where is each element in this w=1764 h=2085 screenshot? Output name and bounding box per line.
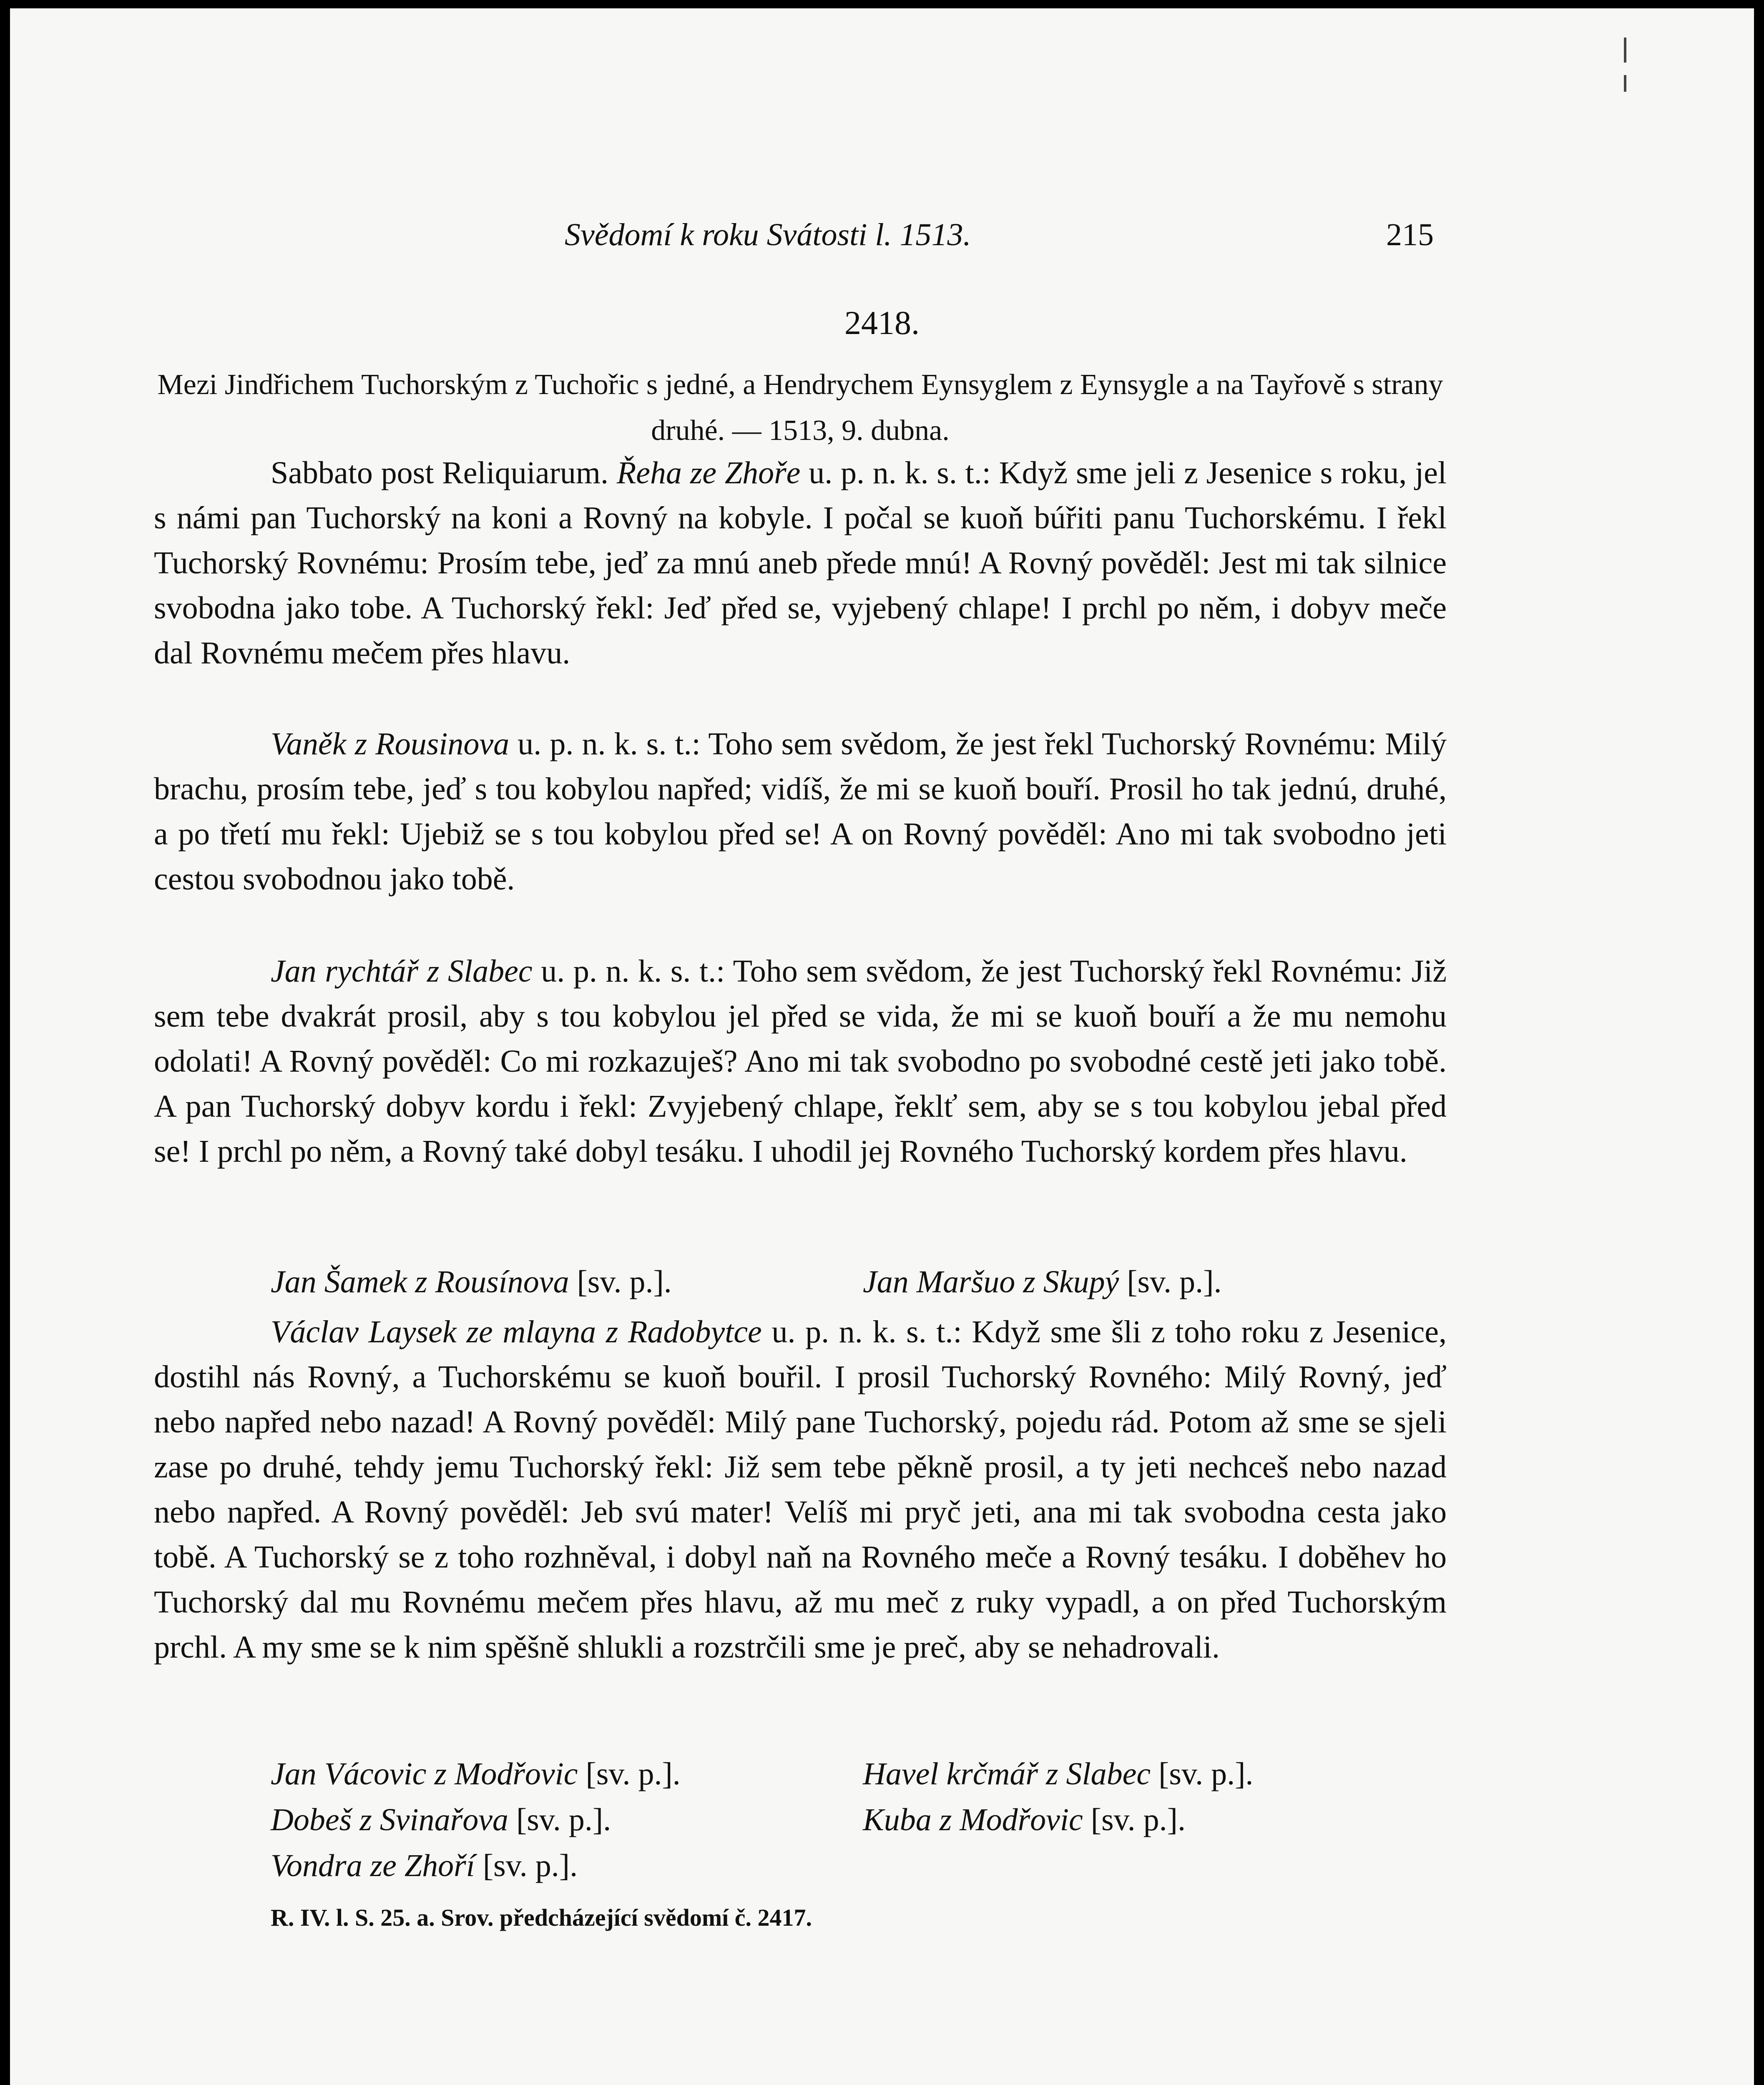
signatory-name: Dobeš z Svinařova (271, 1802, 508, 1837)
running-header-title: Svědomí k roku Svátosti l. 1513. (565, 217, 971, 252)
testimony-text: u. p. n. k. s. t.: Toho sem svědom, že jest řekl Tuchorský Rovnému: Milý brachu, prosím tebe, jeď s tou kobylou napřed; vidíš, že mi se kuoň bouří. Prosil ho tak jednú, druhé, a po třetí mu řekl: Ujebiž se s tou kobylou před se! A on Rovný pověděl: Ano mi tak svobodno jeti cestou svobodnou jako tobě. (154, 726, 1447, 897)
witness-name: Řeha ze Zhoře (616, 455, 801, 490)
entry-title: Mezi Jindřichem Tuchorským z Tuchořic s jedné, a Hendrychem Eynsyglem z Eynsygle a na Tayřově s strany druhé. — 1513, 9. dubna. (157, 369, 1443, 447)
testimony-text: u. p. n. k. s. t.: Když sme šli z toho roku z Jesenice, dostihl nás Rovný, a Tuchorskému se kuoň bouřil. I prosil Tuchorský Rovného: Milý Rovný, jeď nebo napřed nebo nazad! A Rovný pověděl: Milý pane Tuchorský, pojedu rád. Potom až sme se sjeli zase po druhé, tehdy jemu Tuchorský řekl: Již sem tebe pěkně prosil, a ty jeti nechceš nebo nazad nebo napřed. A Rovný pověděl: Jeb svú mater! Velíš mi pryč jeti, ana mi tak svobodna cesta jako tobě. A Tuchorský se z toho rozhněval, i dobyl naň na Rovného meče a Rovný tesáku. I doběhev ho Tuchorský dal mu Rovnému mečem přes hlavu, až mu meč z ruky vypadl, a on před Tuchorským prchl. A my sme se k nim spěšně shlukli a rozstrčili sme je preč, aby se nehadrovali. (154, 1314, 1447, 1665)
footnote: R. IV. l. S. 25. a. Srov. předcházející svědomí č. 2417. (271, 1904, 812, 1931)
testimony-text: u. p. n. k. s. t.: Toho sem svědom, že jest Tuchorský řekl Rovnému: Již sem tebe dvakrát prosil, aby s tou kobylou jel před se vida, že mi se kuoň bouří a že mu nemohu odolati! A Rovný pověděl: Co mi rozkazuješ? Ano mi tak svobodno po svobodné cestě jeti jako tobě. A pan Tuchorský dobyv kordu i řekl: Zvyjebený chlape, řeklť sem, aby se s tou kobylou jebal před se! I prchl po něm, a Rovný také dobyl tesáku. I uhodil jej Rovného Tuchorský kordem přes hlavu. (154, 954, 1447, 1169)
signature (863, 1259, 1222, 1304)
testimony-paragraph (154, 721, 1447, 902)
signatory-name: Jan Maršuo z Skupý (863, 1264, 1119, 1299)
signature-mark: [sv. p.]. (1083, 1802, 1186, 1837)
signature (863, 1751, 1253, 1796)
signature-mark: [sv. p.]. (569, 1264, 672, 1299)
signature-mark: [sv. p.]. (475, 1848, 578, 1883)
testimony-paragraph (154, 949, 1447, 1174)
signatory-name: Jan Šamek z Rousínova (271, 1264, 569, 1299)
signature (271, 1751, 681, 1796)
signature-mark: [sv. p.]. (1151, 1756, 1254, 1791)
signatory-name: Havel krčmář z Slabec (863, 1756, 1151, 1791)
testimony-text: u. p. n. k. s. t.: Když sme jeli z Jesenice s roku, jel s námi pan Tuchorský na koni a Rovný na kobyle. I počal se kuoň búřiti panu Tuchorskému. I řekl Tuchorský Rovnému: Prosím tebe, jeď za mnú aneb přede mnú! A Rovný pověděl: Jest mi tak silnice svobodna jako tobe. A Tuchorský řekl: Jeď před se, vyjebený chlape! I prchl po něm, i dobyv meče dal Rovnému mečem přes hlavu. (154, 455, 1447, 671)
witness-name: Jan rychtář z Slabec (271, 954, 533, 989)
scan-artifact (1624, 75, 1626, 92)
signature-row (271, 1751, 1480, 1797)
scan-artifact (1624, 38, 1626, 63)
testimony-paragraph (154, 1309, 1447, 1670)
signature (271, 1797, 611, 1842)
signature-row (271, 1797, 1480, 1843)
signature (863, 1797, 1186, 1842)
signature (271, 1259, 672, 1304)
signature-row (271, 1259, 1480, 1305)
witness-name: Václav Laysek ze mlayna z Radobytce (271, 1314, 762, 1349)
signatory-name: Vondra ze Zhoří (271, 1848, 475, 1883)
signatory-name: Kuba z Modřovic (863, 1802, 1083, 1837)
page-number: 215 (1386, 217, 1434, 252)
signatory-name: Jan Vácovic z Modřovic (271, 1756, 578, 1791)
signature (271, 1843, 578, 1888)
signature-mark: [sv. p.]. (508, 1802, 611, 1837)
scanned-page (10, 8, 1754, 2085)
signature-mark: [sv. p.]. (1119, 1264, 1222, 1299)
entry-number: 2418. (844, 305, 920, 342)
paragraph-opening: Sabbato post Reliquiarum. (271, 455, 617, 490)
signature-mark: [sv. p.]. (578, 1756, 681, 1791)
testimony-paragraph (154, 450, 1447, 676)
witness-name: Vaněk z Rousinova (271, 726, 510, 761)
signature-row (271, 1843, 1480, 1889)
